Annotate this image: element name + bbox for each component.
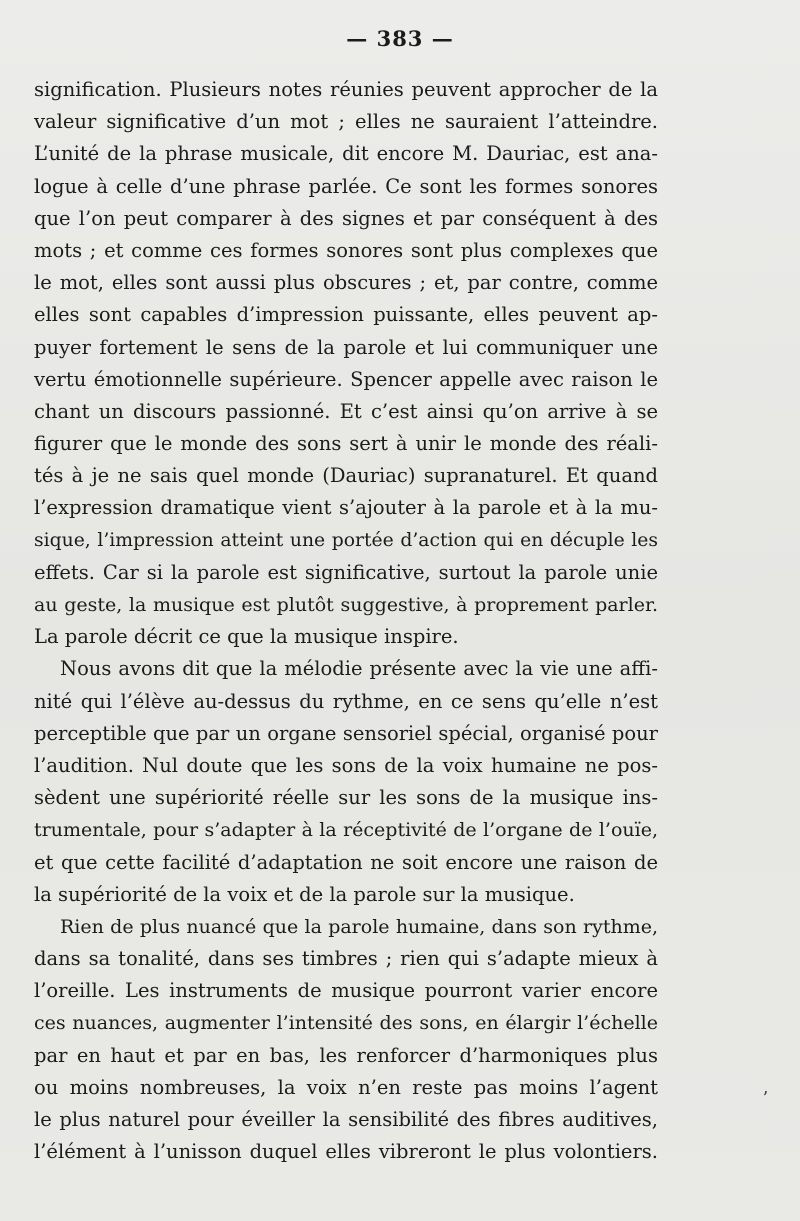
text-line: elles sont capables d’impression puissante, elles peuvent ap- (34, 303, 658, 327)
text-line: L’unité de la phrase musicale, dit encore M. Dauriac, est ana- (34, 142, 658, 166)
text-line: et que cette facilité d’adaptation ne soit encore une raison de (34, 850, 658, 874)
text-line: sèdent une supériorité réelle sur les sons de la musique ins- (34, 786, 658, 810)
text-line: ces nuances, augmenter l’intensité des sons, en élargir l’échelle (34, 1012, 658, 1035)
text-line: que l’on peut comparer à des signes et par conséquent à des (34, 206, 658, 230)
text-line: le mot, elles sont aussi plus obscures ; et, par contre, comme (34, 271, 658, 295)
text-line: signification. Plusieurs notes réunies peuvent approcher de la (34, 78, 658, 101)
text-line: l’élément à l’unisson duquel elles vibreront le plus volontiers. (34, 1140, 658, 1164)
text-line: figurer que le monde des sons sert à unir le monde des réali- (34, 432, 658, 456)
page-number: — 383 — (346, 26, 454, 51)
text-line: dans sa tonalité, dans ses timbres ; rien qui s’adapte mieux à (34, 947, 658, 971)
text-line: la supériorité de la voix et de la parole sur la musique. (34, 882, 575, 906)
text-line: l’expression dramatique vient s’ajouter à la parole et à la mu- (34, 496, 658, 520)
text-line: chant un discours passionné. Et c’est ainsi qu’on arrive à se (34, 399, 658, 423)
text-line: mots ; et comme ces formes sonores sont plus complexes que (34, 238, 658, 262)
text-line: tés à je ne sais quel monde (Dauriac) supranaturel. Et quand (34, 464, 658, 488)
text-line: puyer fortement le sens de la parole et lui communiquer une (34, 335, 658, 359)
text-line: l’audition. Nul doute que les sons de la voix humaine ne pos- (34, 753, 658, 777)
text-line: sique, l’impression atteint une portée d’action qui en décuple les (34, 529, 658, 551)
text-line: Nous avons dit que la mélodie présente avec la vie une affi- (60, 657, 658, 681)
margin-mark: ʼ (762, 1088, 768, 1109)
text-line: nité qui l’élève au-dessus du rythme, en ce sens qu’elle n’est (34, 689, 658, 713)
text-line: effets. Car si la parole est significative, surtout la parole unie (34, 560, 658, 584)
text-line: au geste, la musique est plutôt suggestive, à proprement parler. (34, 594, 658, 616)
text-line: ou moins nombreuses, la voix n’en reste pas moins l’agent (34, 1075, 658, 1099)
body-text (34, 74, 658, 1168)
text-line: trumentale, pour s’adapter à la réceptivité de l’organe de l’ouïe, (34, 819, 658, 842)
text-line: le plus naturel pour éveiller la sensibilité des fibres auditives, (34, 1108, 658, 1131)
text-line: valeur significative d’un mot ; elles ne sauraient l’atteindre. (34, 110, 658, 134)
text-line: Rien de plus nuancé que la parole humaine, dans son rythme, (60, 915, 658, 938)
text-line: vertu émotionnelle supérieure. Spencer appelle avec raison le (34, 367, 658, 391)
text-line: perceptible que par un organe sensoriel spécial, organisé pour (34, 721, 658, 745)
text-line: par en haut et par en bas, les renforcer d’harmoniques plus (34, 1043, 658, 1067)
text-line: l’oreille. Les instruments de musique pourront varier encore (34, 979, 658, 1003)
text-line: La parole décrit ce que la musique inspire. (34, 625, 459, 649)
text-line: logue à celle d’une phrase parlée. Ce sont les formes sonores (34, 174, 658, 198)
